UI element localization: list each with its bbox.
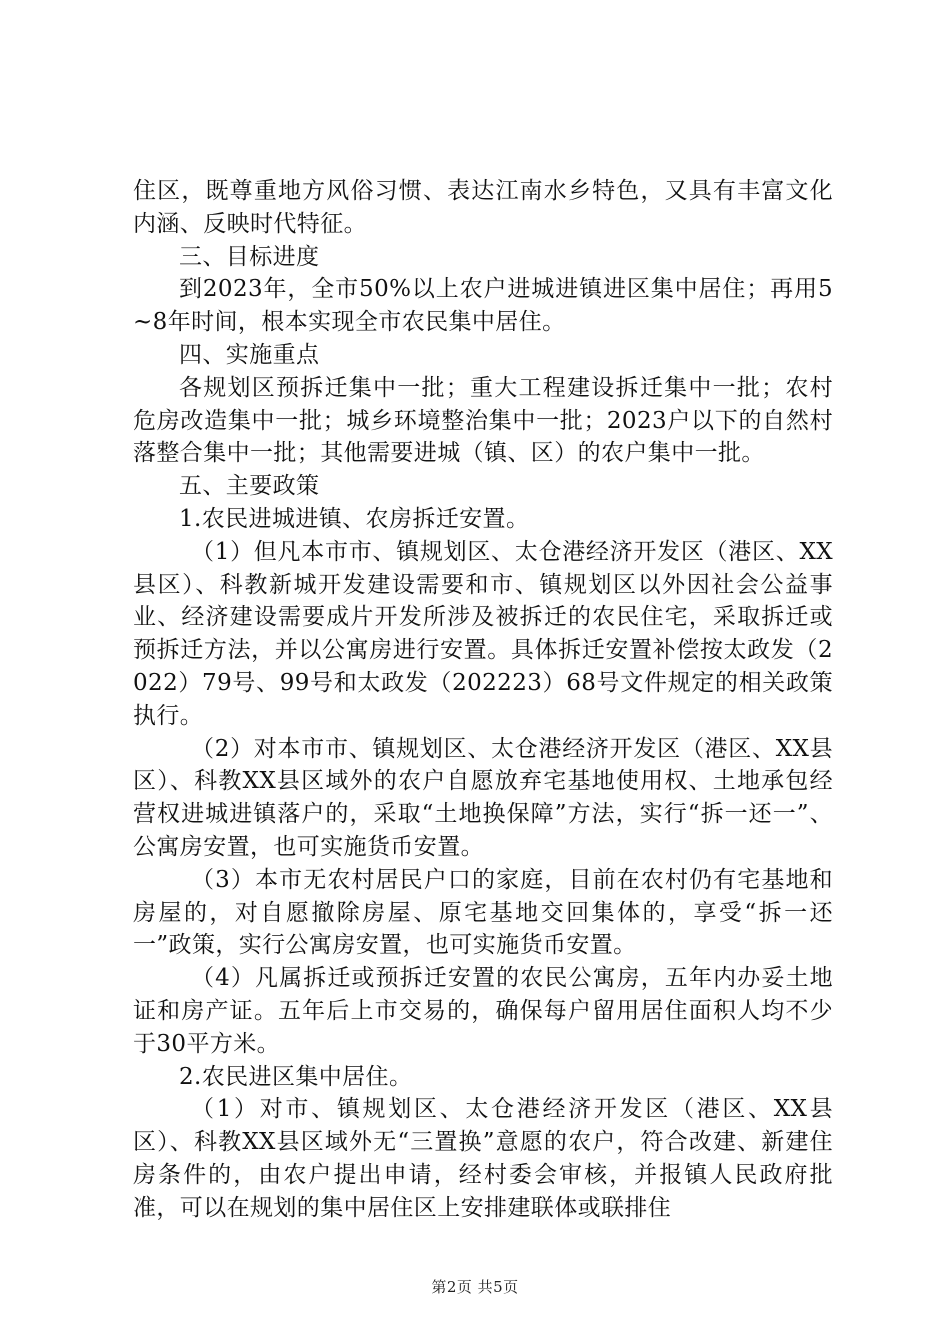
paragraph-target: 到2023年，全市50%以上农户进城进镇进区集中居住；再用5~8年时间，根本实现全市农民集中居住。 xyxy=(133,276,833,336)
heading-implementation-focus: 四、实施重点 xyxy=(179,341,320,368)
heading-target-progress: 三、目标进度 xyxy=(179,243,320,270)
policy-item-1-2: （2）对本市市、镇规划区、太仓港经济开发区（港区、XX县区）、科教XX县区域外的农户自愿放弃宅基地使用权、土地承包经营权进城进镇落户的，采取“土地换保障”方法，实行“拆一还一”、公寓房安置，也可实施货币安置。 xyxy=(133,735,833,860)
subheading-1: 1.农民进城进镇、农房拆迁安置。 xyxy=(179,505,530,532)
paragraph-continuation: 住区，既尊重地方风俗习惯、表达江南水乡特色，又具有丰富文化内涵、反映时代特征。 xyxy=(133,178,833,237)
subheading-2: 2.农民进区集中居住。 xyxy=(179,1063,413,1090)
policy-item-2-1: （1）对市、镇规划区、太仓港经济开发区（港区、XX县区）、科教XX县区域外无“三置换”意愿的农户，符合改建、新建住房条件的，由农户提出申请，经村委会审核，并报镇人民政府批准，可以在规划的集中居住区上安排建联体或联排住 xyxy=(133,1096,833,1221)
policy-item-1-3: （3）本市无农村居民户口的家庭，目前在农村仍有宅基地和房屋的，对自愿撤除房屋、原宅基地交回集体的，享受“拆一还一”政策，实行公寓房安置，也可实施货币安置。 xyxy=(133,866,833,959)
policy-item-1-4: （4）凡属拆迁或预拆迁安置的农民公寓房，五年内办妥土地证和房产证。五年后上市交易的，确保每户留用居住面积人均不少于30平方米。 xyxy=(133,965,833,1057)
body-text xyxy=(133,175,833,1225)
heading-main-policies: 五、主要政策 xyxy=(179,473,320,500)
paragraph-focus: 各规划区预拆迁集中一批；重大工程建设拆迁集中一批；农村危房改造集中一批；城乡环境整治集中一批；2023户以下的自然村落整合集中一批；其他需要进城（镇、区）的农户集中一批。 xyxy=(133,374,833,467)
page-number-footer: 第2页 共5页 xyxy=(431,1278,519,1296)
policy-item-1-1: （1）但凡本市市、镇规划区、太仓港经济开发区（港区、XX县区）、科教新城开发建设需要和市、镇规划区以外因社会公益事业、经济建设需要成片开发所涉及被拆迁的农民住宅，采取拆迁或预拆迁方法，并以公寓房进行安置。具体拆迁安置补偿按太政发（2022）79号、99号和太政发（202223）68号文件规定的相关政策执行。 xyxy=(133,538,833,729)
